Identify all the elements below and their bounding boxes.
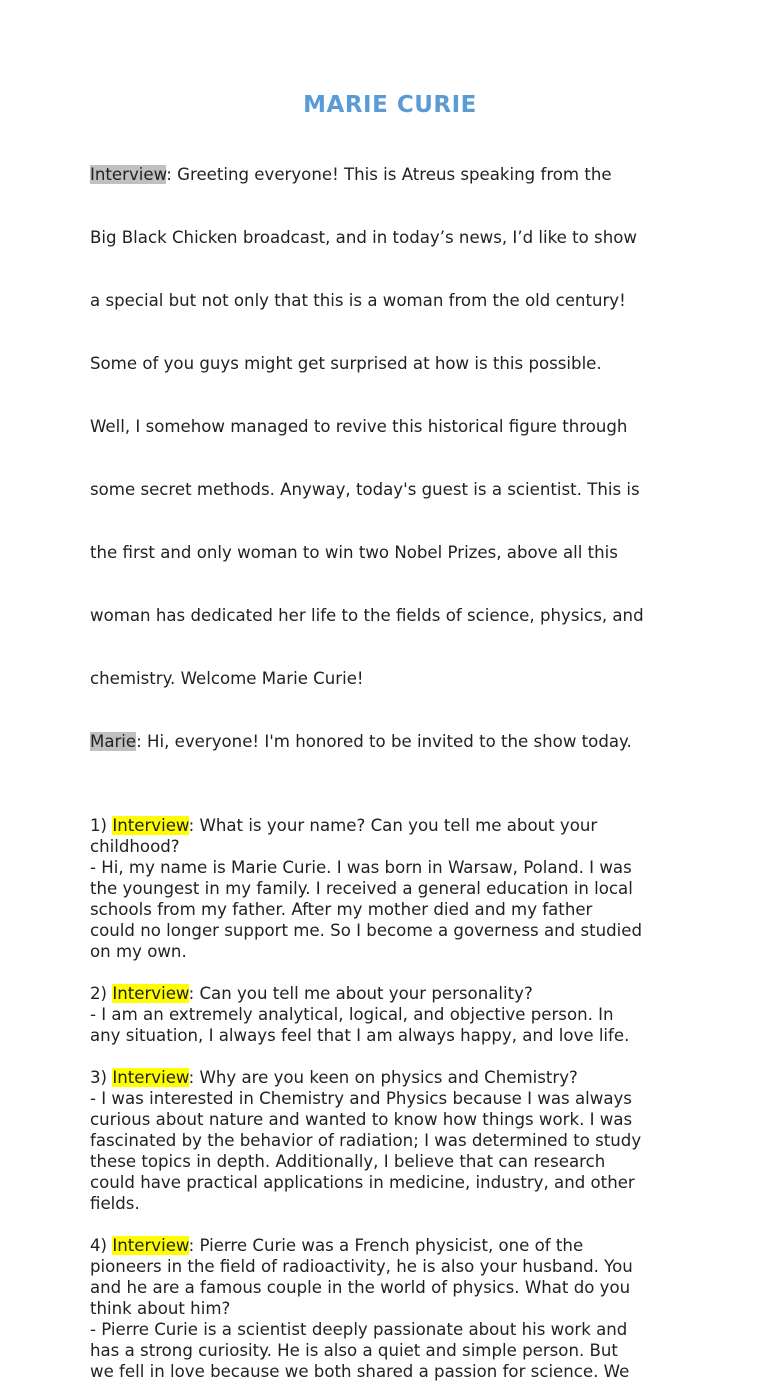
question-number: 3) [90, 1068, 113, 1087]
intro-line: Big Black Chicken broadcast, and in today’s news, I’d like to show [90, 228, 637, 247]
answer-line: fascinated by the behavior of radiation; I was determined to study [90, 1131, 642, 1150]
question-line: pioneers in the field of radioactivity, he is also your husband. You [90, 1257, 633, 1276]
intro-first-line [90, 164, 690, 185]
intro-line: Well, I somehow managed to revive this historical figure through [90, 417, 628, 436]
qa-block [90, 1067, 690, 1214]
answer-line: the youngest in my family. I received a general education in local [90, 879, 633, 898]
answer-line: could no longer support me. So I become a governess and studied [90, 921, 643, 940]
question-first-line [90, 983, 690, 1004]
speaker-label-interview: Interview [112, 816, 189, 835]
question-line: and he are a famous couple in the world of physics. What do you [90, 1278, 631, 1297]
question-first-line [90, 815, 690, 836]
qa-block [90, 815, 690, 962]
marie-reply-text: : Hi, everyone! I'm honored to be invited to the show today. [136, 732, 632, 751]
paragraph-spacer [90, 962, 690, 983]
qa-section [90, 794, 690, 1382]
intro-line: Some of you guys might get surprised at how is this possible. [90, 354, 602, 373]
answer-line: - I am an extremely analytical, logical, and objective person. In [90, 1005, 614, 1024]
paragraph-spacer [90, 1214, 690, 1235]
paragraph-spacer [90, 1046, 690, 1067]
page-title: MARIE CURIE [303, 92, 477, 118]
intro-line: chemistry. Welcome Marie Curie! [90, 669, 364, 688]
answer-line: schools from my father. After my mother died and my father [90, 900, 593, 919]
intro-line: the first and only woman to win two Nobel Prizes, above all this [90, 543, 618, 562]
qa-block [90, 983, 690, 1046]
question-first-line [90, 1067, 690, 1088]
question-first-line [90, 1235, 690, 1256]
answer-line: fields. [90, 1194, 140, 1213]
answer-line: has a strong curiosity. He is also a quiet and simple person. But [90, 1341, 618, 1360]
speaker-label-interview: Interview [112, 1068, 189, 1087]
question-number: 4) [90, 1236, 113, 1255]
answer-line: curious about nature and wanted to know how things work. I was [90, 1110, 633, 1129]
question-text: : What is your name? Can you tell me about your [188, 816, 598, 835]
speaker-label-interview: Interview [90, 165, 167, 184]
answer-line: these topics in depth. Additionally, I believe that can research [90, 1152, 606, 1171]
intro-section [90, 122, 690, 794]
question-number: 1) [90, 816, 113, 835]
intro-line: some secret methods. Anyway, today's guest is a scientist. This is [90, 480, 640, 499]
question-text: : Why are you keen on physics and Chemistry? [188, 1068, 578, 1087]
answer-line: - Hi, my name is Marie Curie. I was born in Warsaw, Poland. I was [90, 858, 632, 877]
answer-line: any situation, I always feel that I am always happy, and love life. [90, 1026, 630, 1045]
document-page [90, 88, 690, 1382]
question-number: 2) [90, 984, 113, 1003]
question-text: : Can you tell me about your personality? [188, 984, 533, 1003]
answer-line: - Pierre Curie is a scientist deeply passionate about his work and [90, 1320, 628, 1339]
paragraph-spacer [90, 794, 690, 815]
answer-line: on my own. [90, 942, 187, 961]
intro-line: woman has dedicated her life to the fields of science, physics, and [90, 606, 644, 625]
speaker-label-interview: Interview [112, 1236, 189, 1255]
intro-line: a special but not only that this is a woman from the old century! [90, 291, 626, 310]
marie-reply-line [90, 731, 690, 752]
qa-block [90, 1235, 690, 1382]
question-text: : Pierre Curie was a French physicist, one of the [188, 1236, 584, 1255]
speaker-label-interview: Interview [112, 984, 189, 1003]
question-line: think about him? [90, 1299, 231, 1318]
answer-line: could have practical applications in medicine, industry, and other [90, 1173, 635, 1192]
question-line: childhood? [90, 837, 180, 856]
speaker-label-marie: Marie [90, 732, 137, 751]
answer-line: - I was interested in Chemistry and Physics because I was always [90, 1089, 632, 1108]
answer-line: we fell in love because we both shared a passion for science. We [90, 1362, 630, 1381]
intro-first-line-text: : Greeting everyone! This is Atreus speaking from the [166, 165, 612, 184]
